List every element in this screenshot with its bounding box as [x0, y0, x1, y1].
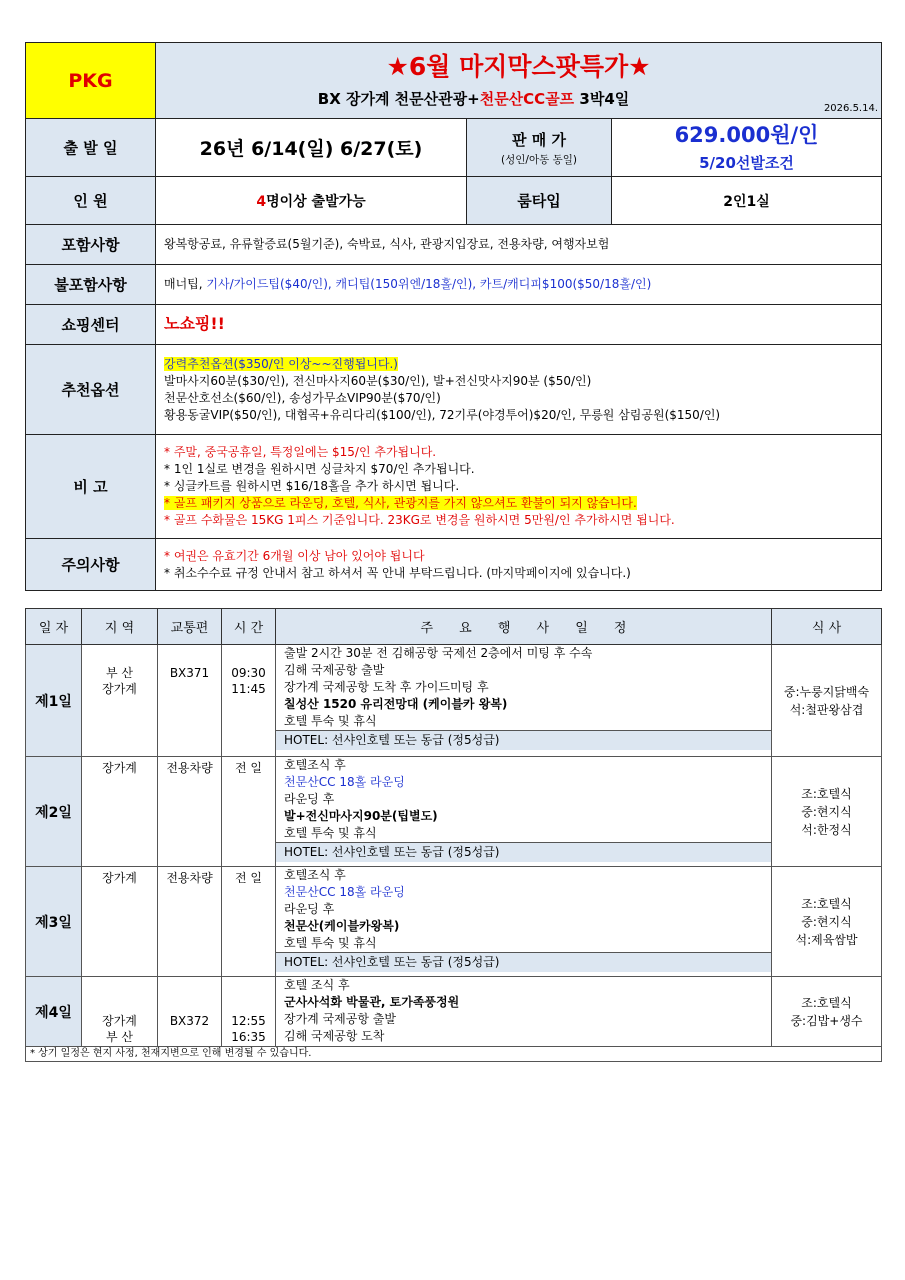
issue-date: 2026.5.14.	[823, 103, 879, 114]
include-value: 왕복항공료, 유류할증료(5월기준), 숙박료, 식사, 관광지입장료, 전용차량, 여행자보험	[156, 225, 882, 265]
caution-list	[156, 539, 882, 591]
col-header-day: 일 자	[26, 609, 82, 645]
option-line: 황용동굴VIP($50/인), 대협곡+유리다리($100/인), 72기루(야경투어)$20/인, 무릉원 삼림공원($150/인)	[164, 407, 721, 422]
itinerary-row	[26, 867, 882, 977]
title-cell	[156, 43, 882, 119]
pkg-badge: PKG	[26, 43, 156, 119]
option-label: 추천옵션	[26, 345, 156, 435]
option-list	[156, 345, 882, 435]
note-line: * 주말, 중국공휴일, 특정일에는 $15/인 추가됩니다.	[164, 445, 437, 459]
transport-cell: BX372	[158, 977, 222, 1047]
shop-value: 노쇼핑!!	[156, 305, 882, 345]
page-title: ★6월 마지막스팟특가★	[386, 51, 651, 81]
exclude-value: 매너팁, 기사/가이드팁($40/인), 캐디팁(150위엔/18홀/인), 카트/캐디피$100($50/18홀/인)	[156, 265, 882, 305]
exclude-label: 불포함사항	[26, 265, 156, 305]
meal-cell: 중:누룽지닭백숙 석:철판왕삼겹	[772, 645, 882, 757]
caution-label: 주의사항	[26, 539, 156, 591]
meal-cell: 조:호텔식 중:현지식 석:한정식	[772, 757, 882, 867]
region-cell: 부 산 장가계	[82, 645, 158, 757]
region-cell: 장가계	[82, 867, 158, 977]
itinerary-row	[26, 757, 882, 867]
footnote: * 상기 일정은 현지 사정, 천재지변으로 인해 변경될 수 있습니다.	[26, 1047, 882, 1062]
transport-cell: BX371	[158, 645, 222, 757]
note-line: * 골프 수화물은 15KG 1피스 기준입니다. 23KG로 변경을 원하시면 5만원/인 추가하시면 됩니다.	[164, 513, 675, 527]
col-header-time: 시 간	[222, 609, 276, 645]
region-cell: 장가계 부 산	[82, 977, 158, 1047]
col-header-transport: 교통편	[158, 609, 222, 645]
room-label: 룸타입	[467, 177, 612, 225]
hotel-info: HOTEL: 선샤인호텔 또는 동급 (정5성급)	[276, 730, 771, 750]
schedule-cell: 호텔 조식 후 군사사석화 박물관, 토가족풍정원 장가계 국제공항 출발 김해 국제공항 도착	[276, 977, 772, 1047]
col-header-meal: 식 사	[772, 609, 882, 645]
room-value: 2인1실	[612, 177, 882, 225]
depart-value: 26년 6/14(일) 6/27(토)	[156, 119, 467, 177]
note-line: * 싱글카트를 원하시면 $16/18홀을 추가 하시면 됩니다.	[164, 479, 460, 493]
schedule-cell: 출발 2시간 30분 전 김해공항 국제선 2층에서 미팅 후 수속 김해 국제공항 출발 장가계 국제공항 도착 후 가이드미팅 후 칠성산 1520 유리전망대 (케이블카 왕복) 호텔 투숙 및 휴식 HOTEL: 선샤인호텔 또는 동급 (정5성급)	[276, 645, 772, 757]
option-line: 강력추천옵션($350/인 이상~~진행됩니다.)	[164, 356, 398, 371]
hotel-info: HOTEL: 선샤인호텔 또는 동급 (정5성급)	[276, 842, 771, 862]
note-line: * 1인 1실로 변경을 원하시면 싱글차지 $70/인 추가됩니다.	[164, 462, 475, 476]
transport-cell: 전용차량	[158, 757, 222, 867]
meal-cell: 조:호텔식 중:현지식 석:제육쌈밥	[772, 867, 882, 977]
time-cell: 09:30 11:45	[222, 645, 276, 757]
schedule-cell: 호텔조식 후 천문산CC 18홀 라운딩 라운딩 후 발+전신마사지90분(팁별도) 호텔 투숙 및 휴식 HOTEL: 선샤인호텔 또는 동급 (정5성급)	[276, 757, 772, 867]
include-label: 포함사항	[26, 225, 156, 265]
day-label: 제4일	[26, 977, 82, 1047]
people-value: 4명이상 출발가능	[156, 177, 467, 225]
price-value: 629.000원/인 5/20선발조건	[612, 119, 882, 177]
itinerary-table	[25, 608, 882, 1062]
note-list	[156, 435, 882, 539]
itinerary-row	[26, 645, 882, 757]
transport-cell: 전용차량	[158, 867, 222, 977]
hotel-info: HOTEL: 선샤인호텔 또는 동급 (정5성급)	[276, 952, 771, 972]
people-label: 인 원	[26, 177, 156, 225]
price-label: 판 매 가 (성인/아동 동일)	[467, 119, 612, 177]
time-cell: 12:55 16:35	[222, 977, 276, 1047]
time-cell: 전 일	[222, 757, 276, 867]
depart-label: 출 발 일	[26, 119, 156, 177]
package-summary-table	[25, 42, 882, 591]
col-header-region: 지 역	[82, 609, 158, 645]
shop-label: 쇼핑센터	[26, 305, 156, 345]
option-line: 천문산호선소($60/인), 송성가무쇼VIP90분($70/인)	[164, 390, 441, 405]
day-label: 제3일	[26, 867, 82, 977]
region-cell: 장가계	[82, 757, 158, 867]
caution-line: * 여권은 유효기간 6개월 이상 남아 있어야 됩니다	[164, 548, 425, 563]
col-header-schedule: 주 요 행 사 일 정	[276, 609, 772, 645]
day-label: 제2일	[26, 757, 82, 867]
option-line: 발마사지60분($30/인), 전신마사지60분($30/인), 발+전신맛사지90분 ($50/인)	[164, 373, 592, 388]
schedule-cell: 호텔조식 후 천문산CC 18홀 라운딩 라운딩 후 천문산(케이블카왕복) 호텔 투숙 및 휴식 HOTEL: 선샤인호텔 또는 동급 (정5성급)	[276, 867, 772, 977]
note-line: * 골프 패키지 상품으로 라운딩, 호텔, 식사, 관광지를 가지 않으셔도 환불이 되지 않습니다.	[164, 496, 637, 510]
meal-cell: 조:호텔식 중:김밥+생수	[772, 977, 882, 1047]
caution-line: * 취소수수료 규정 안내서 참고 하셔서 꼭 안내 부탁드립니다. (마지막페이지에 있습니다.)	[164, 565, 631, 580]
day-label: 제1일	[26, 645, 82, 757]
page-subtitle: BX 장가계 천문산관광+천문산CC골프 3박4일	[317, 89, 630, 108]
note-label: 비 고	[26, 435, 156, 539]
time-cell: 전 일	[222, 867, 276, 977]
itinerary-row	[26, 977, 882, 1047]
